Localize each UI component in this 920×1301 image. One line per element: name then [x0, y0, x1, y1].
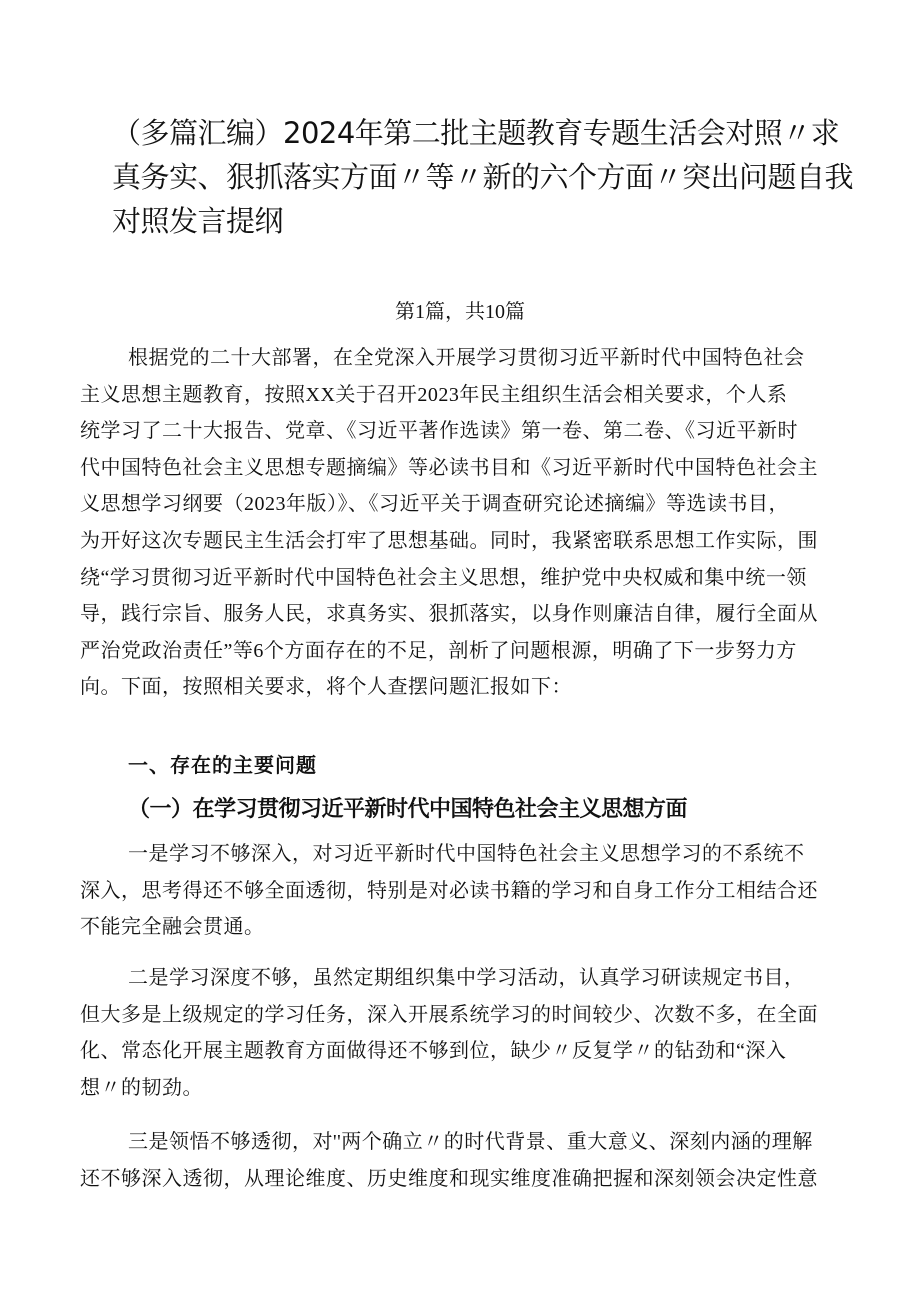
- text-line: 严治党政治责任”等6个方面存在的不足，剖析了问题根源，明确了下一步努力方: [80, 639, 797, 662]
- text-line: 主义思想主题教育，按照XX关于召开2023年民主组织生活会相关要求，个人系: [80, 383, 788, 406]
- text-line: 统学习了二十大报告、党章、《习近平著作选读》第一卷、第二卷、《习近平新时: [80, 420, 798, 443]
- title-line: （多篇汇编）2024年第二批主题教育专题生活会对照〃求: [112, 116, 840, 150]
- text-line: 向。下面，按照相关要求，将个人查摆问题汇报如下：: [80, 676, 572, 699]
- document-title: [112, 111, 857, 243]
- text-line: 二是学习深度不够，虽然定期组织集中学习活动，认真学习研读规定书目，: [128, 967, 805, 989]
- paragraph-3: [80, 1124, 860, 1197]
- paragraph-2: [80, 960, 860, 1106]
- sub-heading: （一）在学习贯彻习近平新时代中国特色社会主义思想方面: [128, 797, 688, 822]
- text-line: 想〃的韧劲。: [80, 1076, 203, 1099]
- document-index: 第1篇，共10篇: [395, 301, 525, 323]
- text-line: 三是领悟不够透彻，对''两个确立〃的时代背景、重大意义、深刻内涵的理解: [128, 1131, 813, 1153]
- text-line: 义思想学习纲要（2023年版）》、《习近平关于调查研究论述摘编》等选读书目，: [80, 493, 789, 516]
- section-heading: 一、存在的主要问题: [128, 755, 317, 777]
- text-line: 还不够深入透彻，从理论维度、历史维度和现实维度准确把握和深刻领会决定性意: [80, 1167, 818, 1190]
- intro-paragraph: [80, 340, 860, 706]
- text-line: 但大多是上级规定的学习任务，深入开展系统学习的时间较少、次数不多，在全面: [80, 1003, 818, 1026]
- title-line: 对照发言提纲: [112, 204, 284, 238]
- text-line: 深入，思考得还不够全面透彻，特别是对必读书籍的学习和自身工作分工相结合还: [80, 879, 818, 902]
- text-line: 绕“学习贯彻习近平新时代中国特色社会主义思想，维护党中央权威和集中统一领: [80, 566, 807, 589]
- text-line: 代中国特色社会主义思想专题摘编》等必读书目和《习近平新时代中国特色社会主: [80, 456, 818, 479]
- text-line: 化、常态化开展主题教育方面做得还不够到位，缺少〃反复学〃的钻劲和“深入: [80, 1040, 787, 1063]
- paragraph-1: [80, 836, 860, 946]
- text-line: 根据党的二十大部署，在全党深入开展学习贯彻习近平新时代中国特色社会: [128, 347, 805, 369]
- text-line: 不能完全融会贯通。: [80, 916, 265, 939]
- text-line: 为开好这次专题民主生活会打牢了思想基础。同时，我紧密联系思想工作实际，围: [80, 529, 818, 552]
- text-line: 导，践行宗旨、服务人民，求真务实、狠抓落实，以身作则廉洁自律，履行全面从: [80, 603, 818, 626]
- text-line: 一是学习不够深入，对习近平新时代中国特色社会主义思想学习的不系统不: [128, 843, 805, 865]
- title-line: 真务实、狠抓落实方面〃等〃新的六个方面〃突出问题自我: [112, 160, 854, 194]
